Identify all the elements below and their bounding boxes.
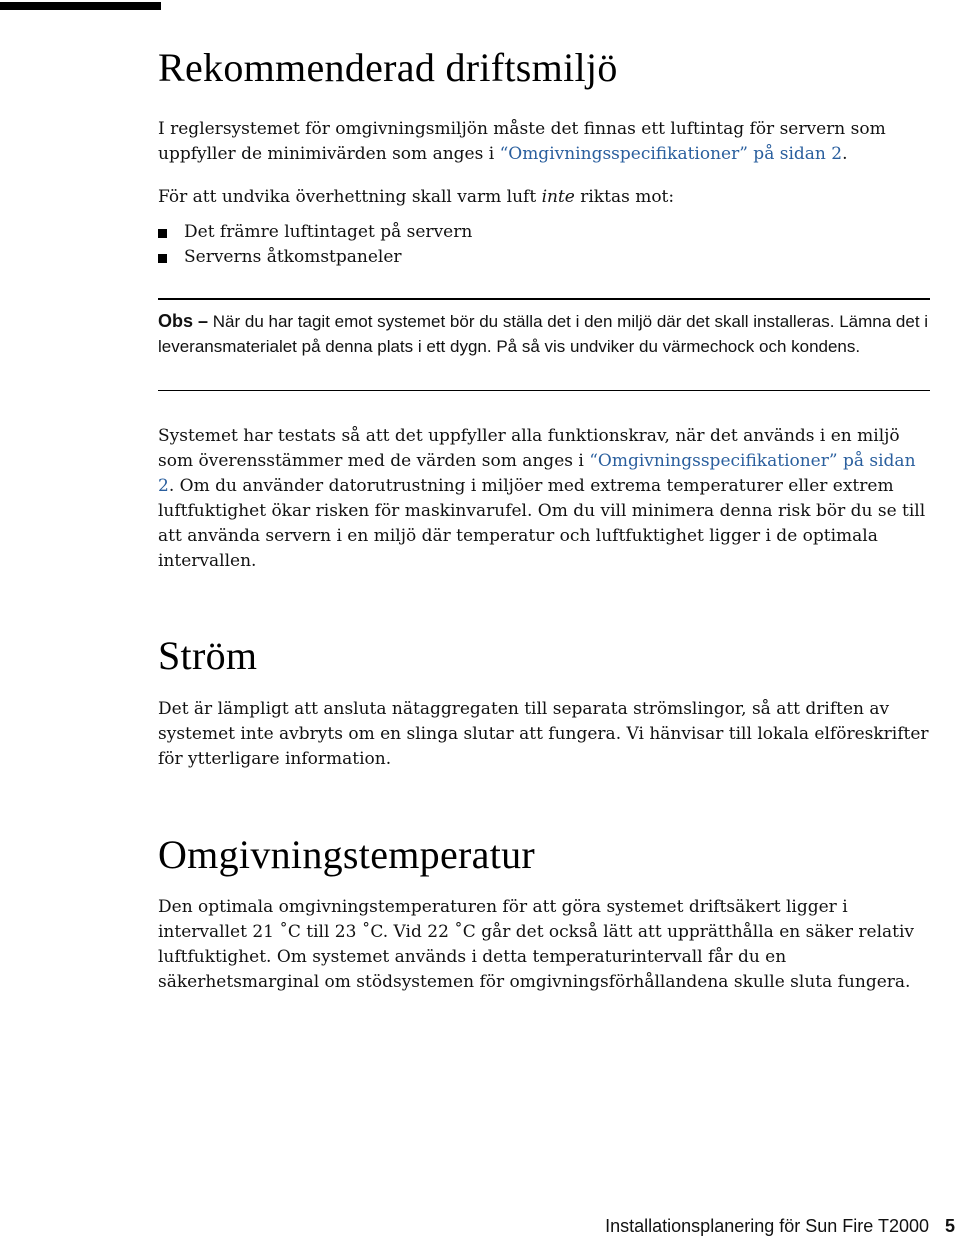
link-omgivningsspecifikationer[interactable]: “Omgivningsspecifikationer” på sidan 2 bbox=[499, 144, 843, 164]
page-footer bbox=[0, 1216, 955, 1237]
link-omgivningsspecifikationer-2[interactable]: “Omgivningsspecifikationer” på sidan 2 bbox=[158, 451, 916, 496]
paragraph-strom: Det är lämpligt att ansluta nätaggregaten till separata strömslingor, så att driften av systemet inte avbryts om en slinga slutar att fungera. Vi hänvisar till lokala elföreskrifter för ytterligare information. bbox=[158, 699, 929, 769]
page-number: 5 bbox=[944, 1216, 955, 1236]
footer-title: Installationsplanering för Sun Fire T2000 bbox=[605, 1216, 929, 1236]
section-title-omgivningstemperatur: Omgivningstemperatur bbox=[158, 832, 536, 877]
note-top-rule bbox=[158, 298, 930, 300]
paragraph-luftintag: I reglersystemet för omgivningsmiljön måste det finnas ett luftintag för servern som uppfyller de minimivärden som anges i “Omgivningsspecifikationer” på sidan 2. bbox=[158, 119, 886, 164]
note-bottom-rule bbox=[158, 390, 930, 391]
note-label: Obs – bbox=[158, 311, 209, 331]
section-title-driftsmiljo: Rekommenderad driftsmiljö bbox=[158, 45, 618, 90]
paragraph-temperatur: Den optimala omgivningstemperaturen för att göra systemet driftsäkert ligger i intervallet 21 ˚C till 23 ˚C. Vid 22 ˚C går det också lätt att upprätthålla en säker relativ luftfuktighet. Om systemet används i detta temperaturintervall får du en säkerhetsmarginal om stödsystemen för omgivningsförhållandena skulle sluta fungera. bbox=[158, 897, 915, 992]
section-title-strom: Ström bbox=[158, 633, 258, 678]
bullet-square-icon bbox=[158, 229, 167, 238]
paragraph-funktionskrav: Systemet har testats så att det uppfyller alla funktionskrav, när det används i en miljö som överensstämmer med de värden som anges i “Omgivningsspecifikationer” på sidan 2. Om du använder datorutrustning i miljöer med extrema temperaturer eller extrem luftfuktighet ökar risken för maskinvarufel. Om du vill minimera denna risk bör du se till att använda servern i en miljö där temperatur och luftfuktighet ligger i de optimala intervallen. bbox=[158, 426, 926, 571]
list-item: Det främre luftintaget på servern bbox=[158, 220, 930, 245]
header-bar bbox=[0, 2, 161, 10]
bullet-square-icon bbox=[158, 254, 167, 263]
bullet-list bbox=[158, 220, 930, 270]
list-item: Serverns åtkomstpaneler bbox=[158, 245, 930, 270]
paragraph-overhettning: För att undvika överhettning skall varm luft inte riktas mot: bbox=[158, 187, 675, 207]
note-obs: Obs – När du har tagit emot systemet bör du ställa det i den miljö där det skall installeras. Lämna det i leveransmaterialet på denna plats i ett dygn. På så vis undviker du värmechock och kondens. bbox=[158, 311, 929, 356]
